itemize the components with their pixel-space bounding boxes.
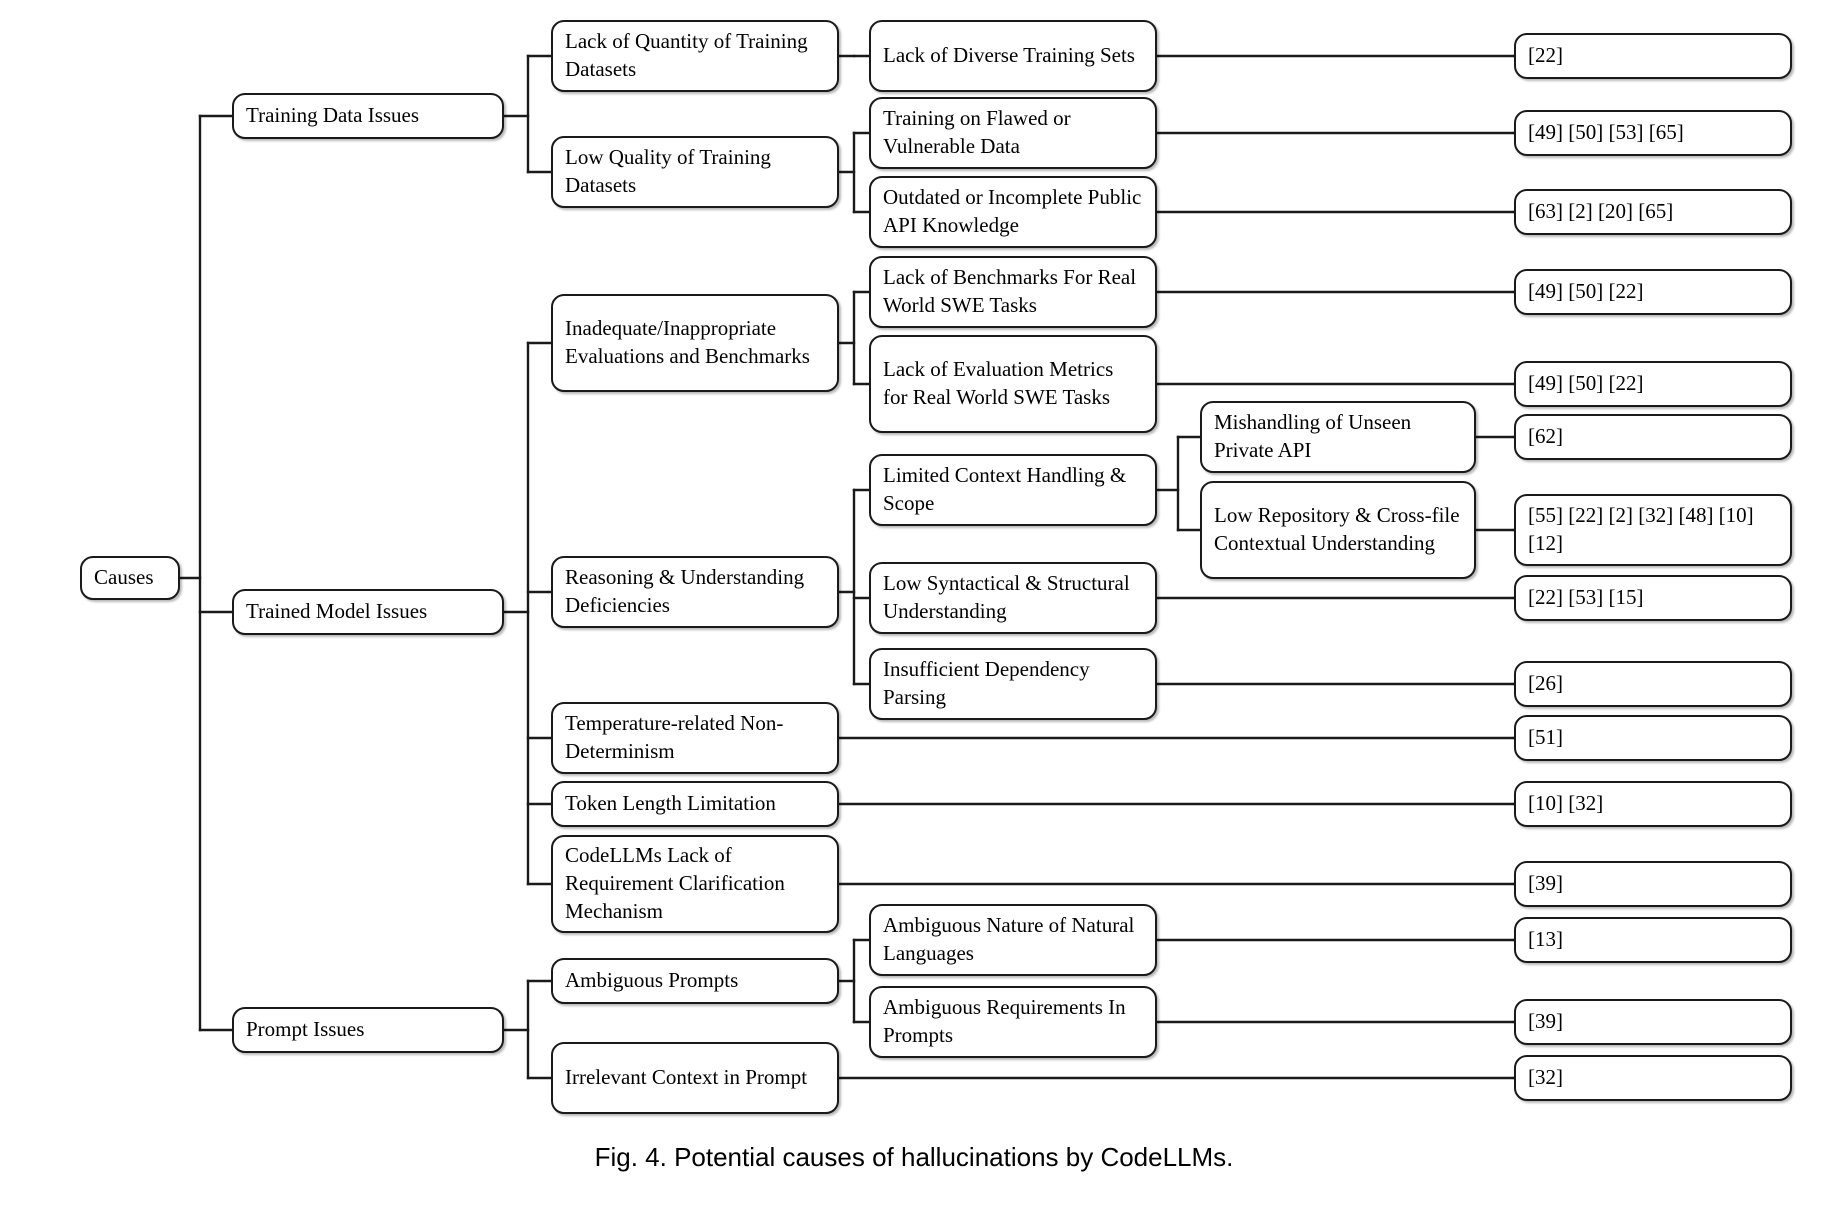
node-label: Low Syntactical & Structural Understanding <box>883 571 1130 623</box>
node-ref-irrelevant <box>1514 1055 1792 1101</box>
node-token <box>551 781 839 827</box>
node-codellms <box>551 835 839 933</box>
node-label: Ambiguous Nature of Natural Languages <box>883 913 1135 965</box>
node-label: Prompt Issues <box>246 1017 365 1042</box>
node-label: Temperature-related Non-Determinism <box>565 711 784 763</box>
node-label: Outdated or Incomplete Public API Knowledge <box>883 185 1142 237</box>
node-label: Training on Flawed or Vulnerable Data <box>883 106 1071 158</box>
node-limitedcontext <box>869 454 1157 526</box>
node-label: [39] <box>1528 871 1563 896</box>
node-label: [26] <box>1528 671 1563 696</box>
node-ref-dependency <box>1514 661 1792 707</box>
node-ref-ambnature <box>1514 917 1792 963</box>
node-pi <box>232 1007 504 1053</box>
node-ref-ambreq <box>1514 999 1792 1045</box>
node-label: Low Quality of Training Datasets <box>565 145 771 197</box>
node-label: Inadequate/Inappropriate Evaluations and Benchmarks <box>565 316 810 368</box>
node-ref-temperature <box>1514 715 1792 761</box>
node-ref-lowrepo <box>1514 494 1792 566</box>
node-label: CodeLLMs Lack of Requirement Clarification Mechanism <box>565 843 785 923</box>
node-tmi <box>232 589 504 635</box>
node-label: Mishandling of Unseen Private API <box>1214 410 1412 462</box>
node-label: Lack of Diverse Training Sets <box>883 43 1135 68</box>
node-ref-diverse <box>1514 33 1792 79</box>
node-evalmetrics <box>869 335 1157 433</box>
node-label: Ambiguous Requirements In Prompts <box>883 995 1126 1047</box>
node-label: Causes <box>94 565 154 590</box>
node-label: Training Data Issues <box>246 103 420 128</box>
node-label: [22] <box>1528 43 1563 68</box>
node-ambprompts <box>551 958 839 1004</box>
node-label: [55] [22] [2] [32] [48] [10] [12] <box>1528 503 1754 555</box>
node-label: Low Repository & Cross-file Contextual Understanding <box>1214 503 1460 555</box>
node-label: [32] <box>1528 1065 1563 1090</box>
figure-caption: Fig. 4. Potential causes of hallucinations by CodeLLMs. <box>594 1142 1234 1172</box>
node-mishandling <box>1200 401 1476 473</box>
node-ref-flawed <box>1514 110 1792 156</box>
node-ref-benchmarks <box>1514 269 1792 315</box>
node-ref-evalmetrics <box>1514 361 1792 407</box>
node-label: [51] <box>1528 725 1563 750</box>
node-ambreq <box>869 986 1157 1058</box>
node-ref-syntactical <box>1514 575 1792 621</box>
node-quantity <box>551 20 839 92</box>
node-ref-codellms <box>1514 861 1792 907</box>
node-dependency <box>869 648 1157 720</box>
node-syntactical <box>869 562 1157 634</box>
node-label: [10] [32] <box>1528 791 1604 816</box>
node-label: Insufficient Dependency Parsing <box>883 657 1090 709</box>
node-quality <box>551 136 839 208</box>
node-ref-mishandling <box>1514 414 1792 460</box>
node-causes <box>80 556 180 600</box>
node-flawed <box>869 97 1157 169</box>
node-label: [62] <box>1528 424 1563 449</box>
node-reasoning <box>551 556 839 628</box>
node-label: Token Length Limitation <box>565 791 776 816</box>
node-ref-token <box>1514 781 1792 827</box>
node-benchmarks <box>869 256 1157 328</box>
node-label: Trained Model Issues <box>246 599 428 624</box>
node-label: Lack of Quantity of Training Datasets <box>565 29 808 81</box>
node-inadequate <box>551 294 839 392</box>
node-label: Irrelevant Context in Prompt <box>565 1065 808 1090</box>
node-label: [49] [50] [22] <box>1528 371 1644 396</box>
node-label: [49] [50] [53] [65] <box>1528 120 1684 145</box>
node-label: Lack of Benchmarks For Real World SWE Tasks <box>883 265 1137 317</box>
node-label: Ambiguous Prompts <box>565 968 739 993</box>
node-irrelevant <box>551 1042 839 1114</box>
node-label: Limited Context Handling & Scope <box>883 463 1127 515</box>
node-label: Lack of Evaluation Metrics for Real World SWE Tasks <box>883 357 1114 409</box>
node-diverse <box>869 20 1157 92</box>
node-ambnature <box>869 904 1157 976</box>
node-label: [13] <box>1528 927 1563 952</box>
node-label: [63] [2] [20] [65] <box>1528 199 1674 224</box>
node-lowrepo <box>1200 481 1476 579</box>
node-label: [49] [50] [22] <box>1528 279 1644 304</box>
node-label: [22] [53] [15] <box>1528 585 1644 610</box>
node-temperature <box>551 702 839 774</box>
node-outdated <box>869 176 1157 248</box>
node-label: [39] <box>1528 1009 1563 1034</box>
node-tdi <box>232 93 504 139</box>
node-ref-outdated <box>1514 189 1792 235</box>
node-label: Reasoning & Understanding Deficiencies <box>565 565 805 617</box>
